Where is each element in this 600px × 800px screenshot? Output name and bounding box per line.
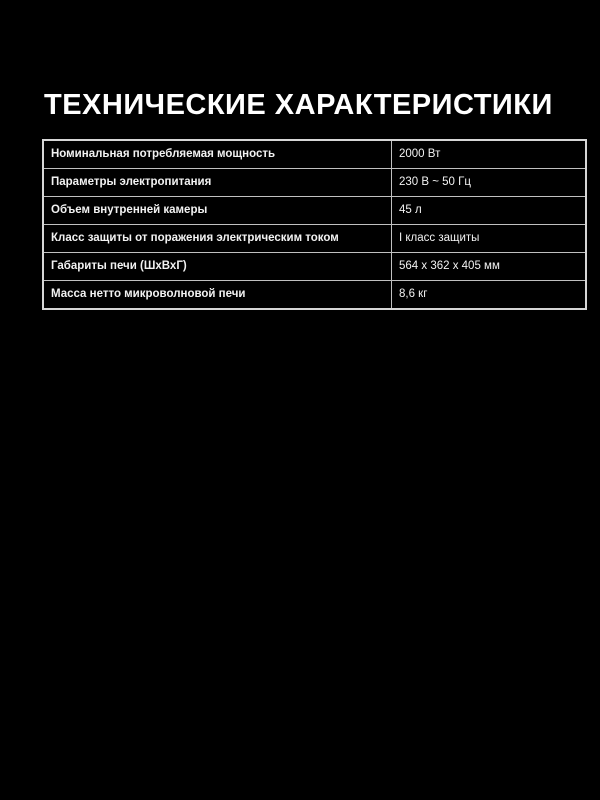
spec-label: Масса нетто микроволновой печи: [43, 281, 392, 310]
table-row: [43, 225, 586, 253]
page-title: ТЕХНИЧЕСКИЕ ХАРАКТЕРИСТИКИ: [44, 89, 553, 121]
spec-label: Объем внутренней камеры: [43, 197, 392, 225]
spec-label: Габариты печи (ШхВхГ): [43, 253, 392, 281]
spec-value: 230 В ~ 50 Гц: [392, 169, 587, 197]
spec-value: I класс защиты: [392, 225, 587, 253]
spec-value: 8,6 кг: [392, 281, 587, 310]
spec-label: Параметры электропитания: [43, 169, 392, 197]
spec-value: 564 x 362 x 405 мм: [392, 253, 587, 281]
spec-value: 45 л: [392, 197, 587, 225]
spec-value: 2000 Вт: [392, 140, 587, 169]
spec-label: Класс защиты от поражения электрическим током: [43, 225, 392, 253]
spec-table: [42, 139, 587, 310]
table-row: [43, 253, 586, 281]
table-row: [43, 140, 586, 169]
table-row: [43, 197, 586, 225]
spec-label: Номинальная потребляемая мощность: [43, 140, 392, 169]
table-row: [43, 281, 586, 310]
spec-table-body: [43, 140, 586, 309]
table-row: [43, 169, 586, 197]
